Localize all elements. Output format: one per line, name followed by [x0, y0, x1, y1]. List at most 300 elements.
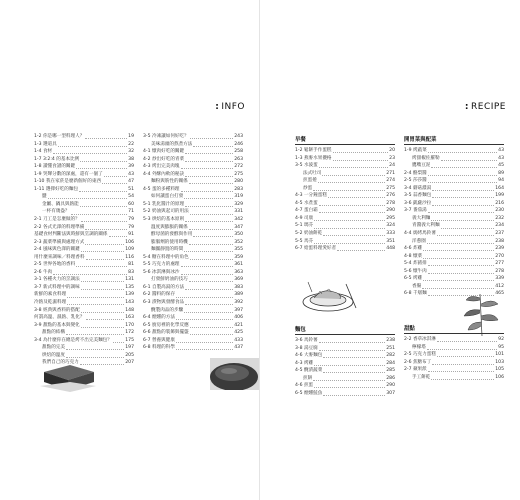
- toc-entry-title: 4-2 炒出好吃的青菜: [143, 156, 185, 162]
- toc-entry-page: 139: [125, 292, 134, 298]
- toc-entry[interactable]: [34, 261, 134, 269]
- toc-entry-title: 4-3 一分鐘蛋糕: [295, 193, 327, 199]
- section-title: 早餐: [295, 136, 395, 145]
- toc-entry-title: 如何讓蛋白打發: [151, 194, 184, 200]
- toc-entry-page: 448: [386, 246, 395, 252]
- dot-leader: [81, 289, 125, 290]
- dot-leader: [189, 229, 233, 230]
- toc-entry-page: 238: [386, 338, 395, 343]
- toc-entry[interactable]: [404, 200, 504, 208]
- toc-entry[interactable]: [295, 352, 395, 360]
- toc-entry[interactable]: [143, 141, 243, 149]
- toc-entry[interactable]: [404, 253, 504, 261]
- toc-entry[interactable]: [34, 224, 134, 232]
- toc-entry-title: 1-11 選擇好吃的麵包: [34, 186, 79, 192]
- toc-entry-page: 234: [495, 223, 504, 229]
- dot-leader: [441, 160, 498, 161]
- toc-entry-page: 94: [498, 178, 504, 184]
- toc-entry[interactable]: [404, 162, 504, 170]
- dot-leader: [185, 304, 233, 305]
- toc-entry[interactable]: [143, 231, 243, 239]
- toc-entry[interactable]: [295, 367, 395, 375]
- toc-entry-title: 6-7 給蛋料理愛好者: [295, 246, 337, 252]
- toc-entry-title: 5-2 奶油餅乾: [295, 231, 323, 237]
- toc-entry[interactable]: [404, 192, 504, 200]
- toc-entry[interactable]: [295, 222, 395, 230]
- toc-entry[interactable]: [34, 171, 134, 179]
- toc-entry-page: 92: [498, 337, 504, 342]
- toc-entry-title: 一杯有幾盎？: [42, 209, 70, 215]
- toc-entry[interactable]: [404, 275, 504, 283]
- toc-entry-page: 23: [389, 155, 395, 161]
- toc-entry-page: 239: [495, 246, 504, 252]
- toc-entry-page: 324: [386, 223, 395, 229]
- toc-entry[interactable]: [34, 148, 134, 156]
- dot-leader: [86, 259, 125, 260]
- toc-entry-title: 6-3 漬物與發酵食品: [143, 300, 185, 306]
- toc-entry[interactable]: [143, 322, 243, 330]
- toc-entry[interactable]: [295, 215, 395, 223]
- toc-entry[interactable]: [34, 269, 134, 277]
- toc-entry[interactable]: [143, 186, 243, 194]
- dot-leader: [190, 334, 234, 335]
- toc-entry[interactable]: [404, 207, 504, 215]
- toc-entry-title: 6-8 千層麵: [404, 291, 427, 297]
- toc-entry-page: 290: [386, 208, 395, 214]
- toc-entry[interactable]: [143, 208, 243, 216]
- toc-entry-page: 131: [125, 277, 134, 283]
- toc-entry-page: 106: [125, 239, 134, 245]
- toc-entry-title: 4-7 蛋白霜: [295, 208, 318, 214]
- toc-entry-title: 2-5 巧克力蛋糕: [404, 352, 436, 358]
- toc-entry[interactable]: [404, 185, 504, 193]
- toc-entry-title: 2-6 牛肉: [34, 269, 53, 275]
- toc-entry[interactable]: [34, 141, 134, 149]
- toc-entry[interactable]: [34, 337, 134, 345]
- dot-leader: [428, 265, 494, 266]
- toc-entry-page: 197: [125, 345, 134, 351]
- toc-entry-title: 我們自己的巧克力: [42, 360, 79, 366]
- toc-entry[interactable]: [34, 193, 134, 201]
- toc-entry[interactable]: [295, 177, 395, 185]
- toc-entry-title: 3-5 水波蛋: [295, 163, 318, 169]
- toc-entry[interactable]: [295, 162, 395, 170]
- toc-entry[interactable]: [143, 307, 243, 315]
- toc-entry[interactable]: [143, 246, 243, 254]
- toc-entry-page: 284: [386, 360, 395, 366]
- recipe-section-appetizers: [404, 136, 504, 298]
- toc-entry-title: 1-3 選道具: [34, 141, 57, 147]
- toc-entry-page: 251: [386, 345, 395, 351]
- toc-entry[interactable]: [295, 382, 395, 390]
- toc-entry[interactable]: [143, 254, 243, 262]
- toc-entry-page: 38: [128, 156, 134, 162]
- toc-entry-title: 3-5 冷凍讓如何好吃？: [143, 134, 189, 139]
- dot-leader: [58, 146, 127, 147]
- toc-entry-page: 285: [386, 368, 395, 374]
- toc-entry-title: 6-5 煙燻鮭魚: [295, 390, 323, 396]
- dot-leader: [184, 251, 233, 252]
- toc-entry-title: 4-5 水煮蛋: [295, 200, 318, 206]
- dot-leader: [189, 281, 233, 282]
- dot-leader: [437, 356, 494, 357]
- dot-leader: [185, 153, 233, 154]
- toc-entry[interactable]: [34, 352, 134, 360]
- dot-leader: [190, 214, 234, 215]
- toc-entry-page: 347: [234, 224, 243, 230]
- toc-entry[interactable]: [404, 170, 504, 178]
- toc-entry-page: 278: [386, 200, 395, 206]
- toc-entry[interactable]: [34, 201, 134, 209]
- herb-sketch-illustration: [460, 288, 502, 338]
- toc-entry-title: 甜點的完美: [42, 345, 65, 351]
- bread-loaf-photo: [210, 358, 259, 390]
- toc-entry-title: 1-9 哭聲分數的深處，還有一個了: [34, 171, 103, 177]
- toc-entry-title: 3-6 馬鈴薯: [295, 338, 318, 343]
- toc-entry-title: 6-4 煙燻的方法: [143, 315, 175, 321]
- heading-marker: :: [464, 102, 469, 112]
- toc-entry-title: 鹽: [42, 194, 47, 200]
- toc-entry[interactable]: [143, 148, 243, 156]
- dot-leader: [85, 138, 127, 139]
- toc-entry-page: 333: [386, 231, 395, 237]
- toc-entry-title: 2-4 風味與色澤的關鍵: [34, 247, 80, 253]
- toc-entry[interactable]: [143, 193, 243, 201]
- toc-entry-page: 199: [495, 193, 504, 199]
- toc-entry-title: 2-5 世界各地的香料: [34, 262, 76, 268]
- toc-entry-title: 6-6 甜點的裝飾與擺盤: [143, 330, 189, 336]
- dot-leader: [431, 167, 497, 168]
- toc-entry[interactable]: [143, 201, 243, 209]
- toc-entry-page: 383: [234, 284, 243, 290]
- toc-entry-title: 2-2 香草冰淇淋: [404, 337, 436, 342]
- dot-leader: [437, 341, 497, 342]
- toc-entry-title: 1-7 3:2:4 的基本比例: [34, 156, 80, 162]
- toc-entry-page: 101: [495, 352, 504, 358]
- dot-leader: [67, 297, 124, 298]
- toc-entry-title: 6-5 烤雞: [404, 276, 423, 282]
- dot-leader: [314, 220, 385, 221]
- toc-entry[interactable]: [295, 207, 395, 215]
- toc-entry[interactable]: [34, 276, 134, 284]
- toc-entry[interactable]: [404, 359, 504, 367]
- toc-entry-title: 4-4 外酥內軟的秘訣: [143, 171, 185, 177]
- dot-leader: [437, 235, 494, 236]
- toc-entry-title: 2-4 酪梨醬: [404, 170, 427, 176]
- toc-entry-page: 135: [125, 284, 134, 290]
- toc-entry[interactable]: [404, 177, 504, 185]
- toc-entry[interactable]: [143, 329, 243, 337]
- info-heading: [215, 102, 245, 112]
- toc-entry[interactable]: [34, 178, 134, 186]
- toc-entry[interactable]: [34, 329, 134, 337]
- dot-leader: [81, 221, 127, 222]
- dot-leader: [181, 191, 234, 192]
- toc-entry[interactable]: [295, 337, 395, 345]
- toc-entry-title: 2-5 莎莎醬: [404, 178, 427, 184]
- toc-entry-page: 237: [495, 231, 504, 237]
- toc-entry-page: 164: [495, 185, 504, 191]
- toc-entry[interactable]: [34, 156, 134, 164]
- toc-entry-page: 272: [234, 164, 243, 170]
- toc-entry[interactable]: [295, 345, 395, 353]
- toc-entry[interactable]: [404, 222, 504, 230]
- toc-entry-page: 290: [386, 383, 395, 389]
- toc-entry-page: 81: [128, 262, 134, 268]
- toc-entry-page: 47: [128, 179, 134, 185]
- dot-leader: [319, 350, 385, 351]
- toc-entry-title: 煎餅: [303, 375, 313, 381]
- toc-entry-page: 271: [386, 170, 395, 176]
- toc-entry[interactable]: [34, 239, 134, 247]
- heading-marker: :: [215, 102, 220, 112]
- toc-entry[interactable]: [404, 344, 504, 352]
- toc-entry-page: 216: [495, 200, 504, 206]
- recipe-section-breakfast: [295, 136, 395, 253]
- dot-leader: [314, 243, 385, 244]
- toc-entry-title: 1-3 燕麥水果優格: [295, 155, 332, 161]
- toc-entry[interactable]: [295, 360, 395, 368]
- dot-leader: [176, 342, 233, 343]
- recipe-heading: [465, 102, 506, 112]
- toc-entry-page: 437: [234, 345, 243, 351]
- toc-entry[interactable]: [404, 230, 504, 238]
- toc-entry-page: 163: [125, 315, 134, 321]
- dot-leader: [181, 168, 234, 169]
- toc-entry[interactable]: [34, 314, 134, 322]
- toc-entry-title: 1-2 你是哪一型料理人？: [34, 134, 85, 139]
- toc-entry[interactable]: [295, 155, 395, 163]
- toc-entry-page: 39: [128, 164, 134, 170]
- dot-leader: [427, 243, 494, 244]
- dot-leader: [81, 281, 125, 282]
- toc-entry[interactable]: [143, 171, 243, 179]
- toc-entry-title: 4-6 大麥麵包: [295, 353, 323, 359]
- toc-entry[interactable]: [404, 351, 504, 359]
- toc-entry-page: 392: [234, 300, 243, 306]
- toc-entry-title: 3-9 甜點的基本與變化: [34, 322, 80, 328]
- toc-entry-title: 5-5 巧克力的處理: [143, 262, 180, 268]
- toc-entry-page: 331: [234, 209, 243, 215]
- toc-entry-page: 32: [128, 149, 134, 155]
- dot-leader: [314, 387, 385, 388]
- dot-leader: [337, 250, 385, 251]
- toc-entry-title: 3-7 番茄湯: [404, 208, 427, 214]
- recipe-section-bread: [295, 326, 395, 397]
- toc-entry[interactable]: [295, 238, 395, 246]
- toc-entry[interactable]: [143, 337, 243, 345]
- toc-entry-page: 389: [234, 292, 243, 298]
- toc-entry-title: 2-7 蘋果派: [404, 367, 427, 373]
- toc-entry[interactable]: [143, 314, 243, 322]
- toc-entry-page: 238: [495, 238, 504, 244]
- toc-entry-title: 6-5 廚房裡的化學反應: [143, 322, 189, 328]
- toc-entry[interactable]: [143, 156, 243, 164]
- dot-leader: [184, 312, 233, 313]
- toc-entry[interactable]: [295, 245, 395, 253]
- toc-entry[interactable]: [404, 245, 504, 253]
- toc-entry[interactable]: [143, 239, 243, 247]
- toc-entry-page: 43: [498, 155, 504, 161]
- toc-entry[interactable]: [34, 216, 134, 224]
- toc-entry[interactable]: [143, 178, 243, 186]
- toc-entry-title: 4-6 炸雞: [404, 246, 423, 252]
- toc-entry-page: 170: [125, 322, 134, 328]
- toc-entry-page: 286: [386, 375, 395, 381]
- toc-entry[interactable]: [143, 269, 243, 277]
- toc-entry[interactable]: [34, 231, 134, 239]
- chocolate-cake-photo: [40, 360, 96, 393]
- toc-entry-page: 207: [125, 360, 134, 366]
- dot-leader: [313, 380, 385, 381]
- toc-entry[interactable]: [34, 322, 134, 330]
- dot-leader: [190, 259, 234, 260]
- toc-entry-title: 4-3 烤出完美肉塊: [143, 164, 180, 170]
- toc-entry-title: 用什麼來調味／料理香料: [34, 254, 85, 260]
- toc-entry[interactable]: [34, 133, 134, 141]
- toc-entry[interactable]: [404, 155, 504, 163]
- toc-entry[interactable]: [143, 224, 243, 232]
- toc-entry-page: 109: [125, 247, 134, 253]
- toc-entry[interactable]: [295, 200, 395, 208]
- dot-leader: [80, 206, 127, 207]
- toc-entry[interactable]: [143, 276, 243, 284]
- toc-entry-page: 270: [495, 253, 504, 259]
- toc-entry-page: 19: [128, 134, 134, 139]
- toc-entry-title: 6-7 營養與健康: [143, 337, 175, 343]
- toc-entry[interactable]: [34, 208, 134, 216]
- section-title: 開胃菜與配菜: [404, 136, 504, 145]
- toc-entry[interactable]: [34, 254, 134, 262]
- toc-entry[interactable]: [34, 163, 134, 171]
- info-column-1: [34, 133, 134, 367]
- dot-leader: [66, 349, 124, 350]
- toc-entry[interactable]: [143, 261, 243, 269]
- toc-entry-title: 鷹嘴豆泥: [412, 163, 431, 169]
- toc-entry[interactable]: [34, 186, 134, 194]
- toc-entry[interactable]: [143, 284, 243, 292]
- toc-entry-page: 205: [125, 352, 134, 358]
- dot-leader: [432, 197, 494, 198]
- toc-entry-title: 5-6 燉牛肉: [404, 268, 427, 274]
- toc-entry[interactable]: [404, 147, 504, 155]
- toc-entry-title: 2-2 各式光澤的料理準備: [34, 224, 85, 230]
- toc-entry-title: 煎蛋捲: [303, 178, 317, 184]
- dot-leader: [319, 167, 388, 168]
- dot-leader: [333, 160, 389, 161]
- dot-leader: [81, 251, 125, 252]
- dot-leader: [185, 289, 233, 290]
- dot-leader: [185, 221, 233, 222]
- toc-entry-page: 103: [495, 359, 504, 365]
- toc-entry-page: 363: [234, 269, 243, 275]
- toc-entry[interactable]: [34, 344, 134, 352]
- toc-entry-title: 3-4 蘑菇濃湯: [404, 185, 432, 191]
- toc-entry[interactable]: [404, 238, 504, 246]
- info-heading-label: INFO: [221, 102, 245, 112]
- toc-entry-page: 351: [386, 238, 395, 244]
- toc-entry[interactable]: [295, 185, 395, 193]
- toc-entry-title: 4-4 焗烤馬鈴薯: [404, 231, 436, 237]
- dot-leader: [428, 182, 497, 183]
- dot-leader: [323, 372, 385, 373]
- toc-entry[interactable]: [34, 246, 134, 254]
- toc-entry-title: 5-3 烘焙的基本原則: [143, 217, 185, 223]
- section-title: 甜點: [404, 325, 504, 334]
- toc-entry-title: 1-9 烤蔬菜: [404, 148, 427, 153]
- dot-leader: [181, 266, 234, 267]
- toc-entry-page: 79: [128, 217, 134, 223]
- toc-entry[interactable]: [34, 284, 134, 292]
- toc-entry[interactable]: [143, 133, 243, 141]
- toc-entry-title: 4-5 醃漬蔬菜: [295, 368, 323, 374]
- dot-leader: [431, 220, 494, 221]
- toc-entry[interactable]: [295, 375, 395, 383]
- toc-entry-title: 1-4 食材: [34, 149, 53, 155]
- toc-entry-page: 175: [125, 337, 134, 343]
- toc-entry[interactable]: [143, 344, 243, 352]
- dot-leader: [85, 229, 127, 230]
- toc-entry[interactable]: [295, 147, 395, 155]
- toc-entry-page: 143: [125, 300, 134, 306]
- toc-entry[interactable]: [295, 170, 395, 178]
- dot-leader: [53, 153, 127, 154]
- toc-entry[interactable]: [143, 291, 243, 299]
- toc-entry-title: 5-1 乳化醬汁的原理: [143, 201, 185, 207]
- toc-entry[interactable]: [404, 268, 504, 276]
- dot-leader: [323, 395, 385, 396]
- dot-leader: [176, 319, 233, 320]
- toc-entry[interactable]: [404, 366, 504, 374]
- toc-entry[interactable]: [404, 260, 504, 268]
- toc-entry-page: 280: [234, 179, 243, 185]
- toc-entry[interactable]: [143, 163, 243, 171]
- toc-entry-page: 43: [128, 171, 134, 177]
- toc-entry-title: 1-8 讀懂食譜的關鍵: [34, 164, 76, 170]
- toc-entry-page: 232: [495, 215, 504, 221]
- toc-entry[interactable]: [404, 215, 504, 223]
- toc-entry[interactable]: [34, 299, 134, 307]
- toc-entry-title: 醃製肉品的步驟: [151, 307, 184, 313]
- toc-entry-title: 4-3 烤雞: [295, 360, 314, 366]
- toc-entry-title: 麵團靜置的時間: [151, 247, 184, 253]
- toc-entry[interactable]: [295, 192, 395, 200]
- toc-entry[interactable]: [295, 230, 395, 238]
- toc-entry[interactable]: [404, 374, 504, 382]
- dot-leader: [423, 280, 494, 281]
- toc-entry-title: 酵母菌的發酵與作用: [151, 232, 193, 238]
- dot-leader: [80, 161, 127, 162]
- toc-entry-page: 277: [495, 261, 504, 267]
- toc-entry[interactable]: [143, 216, 243, 224]
- toc-entry[interactable]: [34, 307, 134, 315]
- toc-entry-page: 24: [389, 163, 395, 169]
- toc-entry-page: 45: [498, 163, 504, 169]
- dot-leader: [323, 235, 385, 236]
- dot-leader: [81, 312, 125, 313]
- dot-leader: [428, 273, 494, 274]
- toc-entry[interactable]: [34, 291, 134, 299]
- dot-leader: [176, 349, 233, 350]
- toc-entry[interactable]: [143, 299, 243, 307]
- dot-leader: [71, 214, 128, 215]
- dot-leader: [79, 191, 127, 192]
- toc-entry-page: 425: [234, 330, 243, 336]
- toc-entry[interactable]: [295, 390, 395, 398]
- toc-entry-page: 275: [386, 185, 395, 191]
- dot-leader: [76, 168, 127, 169]
- section-list: [404, 336, 504, 381]
